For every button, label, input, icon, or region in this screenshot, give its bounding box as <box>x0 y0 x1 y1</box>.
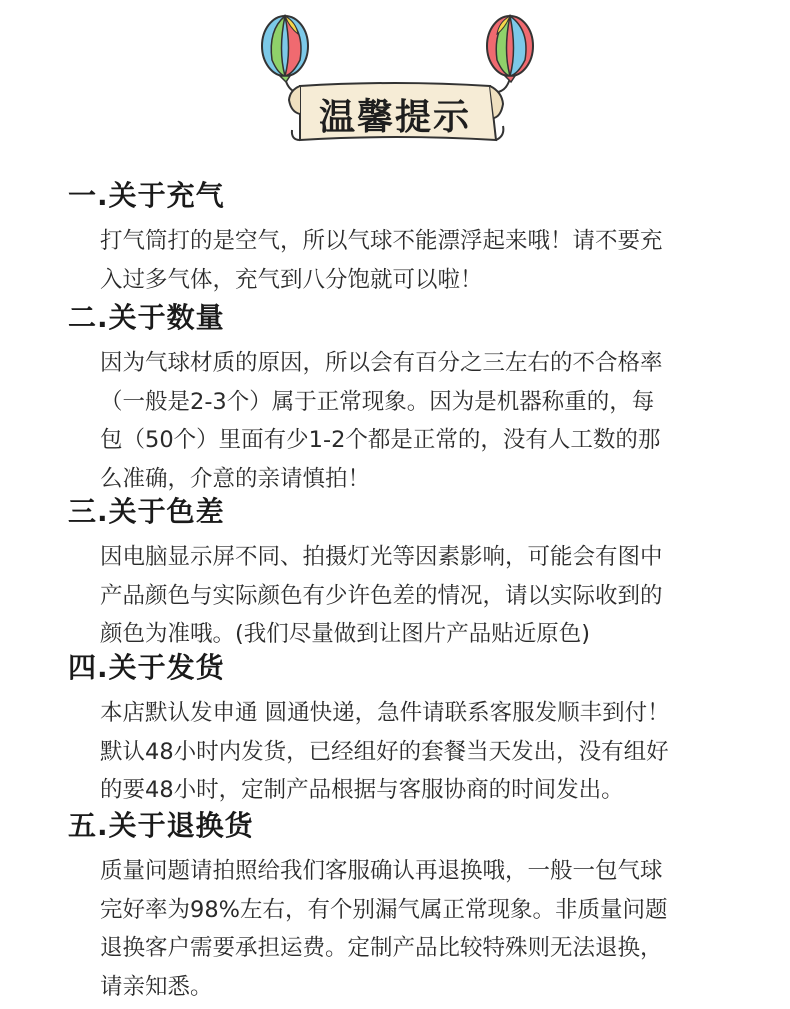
body-line: 因电脑显示屏不同、拍摄灯光等因素影响，可能会有图中 <box>100 544 663 570</box>
section-quantity <box>68 298 718 498</box>
body-line: 的要48小时，定制产品根据与客服协商的时间发出。 <box>100 777 624 803</box>
section-body <box>100 694 715 810</box>
body-line: 包（50个）里面有少1-2个都是正常的，没有人工数的那 <box>100 427 661 453</box>
body-line: 默认48小时内发货，已经组好的套餐当天发出，没有组好 <box>100 738 669 765</box>
body-line: 因为气球材质的原因，所以会有百分之三左右的不合格率 <box>100 350 663 376</box>
body-line: 打气筒打的是空气，所以气球不能漂浮起来哦！请不要充 <box>100 228 663 254</box>
section-color-difference <box>68 492 718 654</box>
banner-title: 温馨提示 <box>318 97 471 138</box>
section-heading: 五.关于退换货 <box>68 809 254 842</box>
body-line: 完好率为98%左右，有个别漏气属正常现象。非质量问题 <box>100 896 668 923</box>
section-body <box>100 222 715 299</box>
body-line: （一般是2-3个）属于正常现象。因为是机器称重的，每 <box>100 388 655 415</box>
body-line: 颜色为准哦。(我们尽量做到让图片产品贴近原色) <box>100 621 591 647</box>
section-heading: 二.关于数量 <box>68 301 225 334</box>
section-shipping <box>68 648 718 810</box>
section-heading: 三.关于色差 <box>68 495 225 528</box>
section-body <box>100 852 715 1006</box>
body-line: 请亲知悉。 <box>100 973 213 1000</box>
body-line: 退换客户需要承担运费。定制产品比较特殊则无法退换， <box>100 935 663 961</box>
body-line: 入过多气体，充气到八分饱就可以啦！ <box>100 266 483 293</box>
left-balloon-icon <box>262 16 308 82</box>
section-heading: 一.关于充气 <box>68 179 225 212</box>
section-body <box>100 538 715 654</box>
body-line: 质量问题请拍照给我们客服确认再退换哦，一般一包气球 <box>100 858 663 884</box>
section-inflation <box>68 176 718 299</box>
section-heading: 四.关于发货 <box>68 651 225 684</box>
body-line: 么准确，介意的亲请慎拍！ <box>100 465 371 492</box>
banner <box>0 0 790 160</box>
body-line: 产品颜色与实际颜色有少许色差的情况，请以实际收到的 <box>100 582 663 609</box>
body-line: 本店默认发申通 圆通快递，急件请联系客服发顺丰到付！ <box>100 700 670 726</box>
section-returns <box>68 806 718 1006</box>
section-body <box>100 344 715 498</box>
right-balloon-icon <box>487 16 533 82</box>
